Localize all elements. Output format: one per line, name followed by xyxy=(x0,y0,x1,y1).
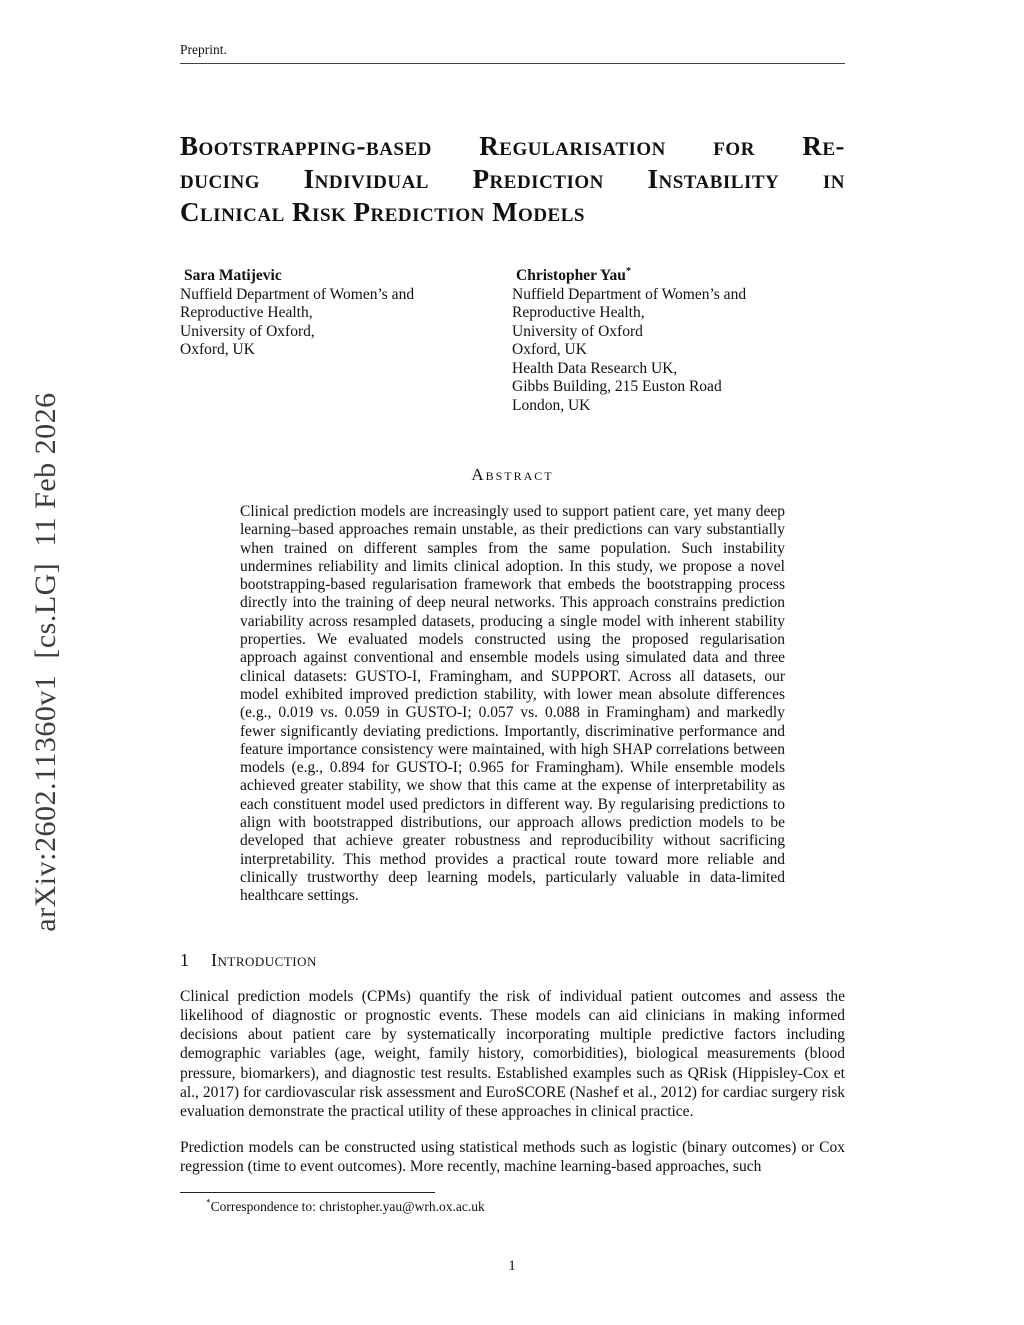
footnote-rule xyxy=(180,1192,435,1193)
author-block xyxy=(180,267,512,415)
affiliation-line: Reproductive Health, xyxy=(512,304,645,321)
paper-content xyxy=(180,0,845,1215)
footnote-mark: * xyxy=(206,1197,211,1208)
footnote-body: Correspondence to: christopher.yau@wrh.ox.ac.uk xyxy=(210,1199,485,1215)
affiliation-line: Oxford, UK xyxy=(180,341,255,358)
title-line: ducing Individual Prediction Instability in xyxy=(180,164,845,194)
affiliation-line: Reproductive Health, xyxy=(180,304,313,321)
affiliation-line: Oxford, UK xyxy=(512,341,587,358)
paragraph: Prediction models can be constructed using statistical methods such as logistic (binary outcomes) or Cox regression (time to event outcomes). More recently, machine learning-based approaches, such xyxy=(180,1138,845,1175)
affiliation-line: Nuffield Department of Women’s and xyxy=(180,285,415,303)
abstract-heading: Abstract xyxy=(471,465,554,484)
affiliation-line: University of Oxford xyxy=(512,322,643,340)
affiliation-line: University of Oxford, xyxy=(180,322,315,340)
author-footnote-mark: * xyxy=(625,265,632,277)
affiliation-line: Nuffield Department of Women’s and xyxy=(512,285,747,303)
paragraph: Clinical prediction models (CPMs) quantify the risk of individual patient outcomes and assess the likelihood of diagnostic or prognostic events. These models can aid clinicians in making informed decisions about patient care by systematically incorporating multiple predictive factors including demographic variables (age, weight, family history, comorbidities), biological measurements (blood pressure, biomarkers), and diagnostic test results. Established examples such as QRisk (Hippisley-Cox et al., 2017) for cardiovascular risk assessment and EuroSCORE (Nashef et al., 2012) for cardiac surgery risk evaluation demonstrate the practical utility of these approaches in clinical practice. xyxy=(180,987,845,1121)
section-title: Introduction xyxy=(211,949,317,970)
title-line: Clinical Risk Prediction Models xyxy=(180,197,585,227)
title-line: Bootstrapping-based Regularisation for Re- xyxy=(180,131,845,161)
authors-block xyxy=(180,267,845,415)
affiliation-line: London, UK xyxy=(512,396,591,414)
preprint-header xyxy=(180,42,845,64)
paper-title xyxy=(180,130,845,229)
section-heading xyxy=(180,950,845,971)
arxiv-stamp: arXiv:2602.11360v1 [cs.LG] 11 Feb 2026 xyxy=(29,392,62,932)
affiliation-line: Health Data Research UK, xyxy=(512,359,678,377)
preprint-label: Preprint. xyxy=(180,42,227,57)
author-name-text: Christopher Yau xyxy=(516,267,626,284)
author-name xyxy=(512,267,844,286)
page-number: 1 xyxy=(508,1258,516,1274)
section-number: 1 xyxy=(180,949,189,970)
author-block xyxy=(512,267,844,415)
abstract-text: Clinical prediction models are increasingly used to support patient care, yet many deep learning–based approaches remain unstable, as their predictions can vary substantially when trained on different samples from the same population. Such instability undermines reliability and limits clinical adoption. In this study, we propose a novel bootstrapping-based regularisation framework that embeds the bootstrapping process directly into the training of deep neural networks. This approach constrains prediction variability across resampled datasets, producing a single model with inherent stability properties. We evaluated models constructed using the proposed regularisation approach against conventional and ensemble models using simulated data and three clinical datasets: GUSTO-I, Framingham, and SUPPORT. Across all datasets, our model exhibited improved prediction stability, with lower mean absolute differences (e.g., 0.019 vs. 0.059 in GUSTO-I; 0.057 vs. 0.088 in Framingham) and markedly fewer significantly deviating predictions. Importantly, discriminative performance and feature importance consistency were maintained, with high SHAP correlations between models (e.g., 0.894 for GUSTO-I; 0.965 for Framingham). While ensemble models achieved greater stability, we show that this came at the expense of interpretability as each constituent model used predictors in different way. By regularising predictions to align with bootstrapped distributions, our approach allows prediction models to be developed that achieve greater robustness and reproducibility without sacrificing interpretability. This method provides a practical route toward more reliable and clinically trustworthy deep learning models, particularly valuable in data-limited healthcare settings. xyxy=(240,503,785,905)
footnote-text xyxy=(180,1199,845,1215)
footnote xyxy=(180,1192,845,1215)
affiliation-line: Gibbs Building, 215 Euston Road xyxy=(512,378,722,395)
author-name: Sara Matijevic xyxy=(184,267,282,284)
